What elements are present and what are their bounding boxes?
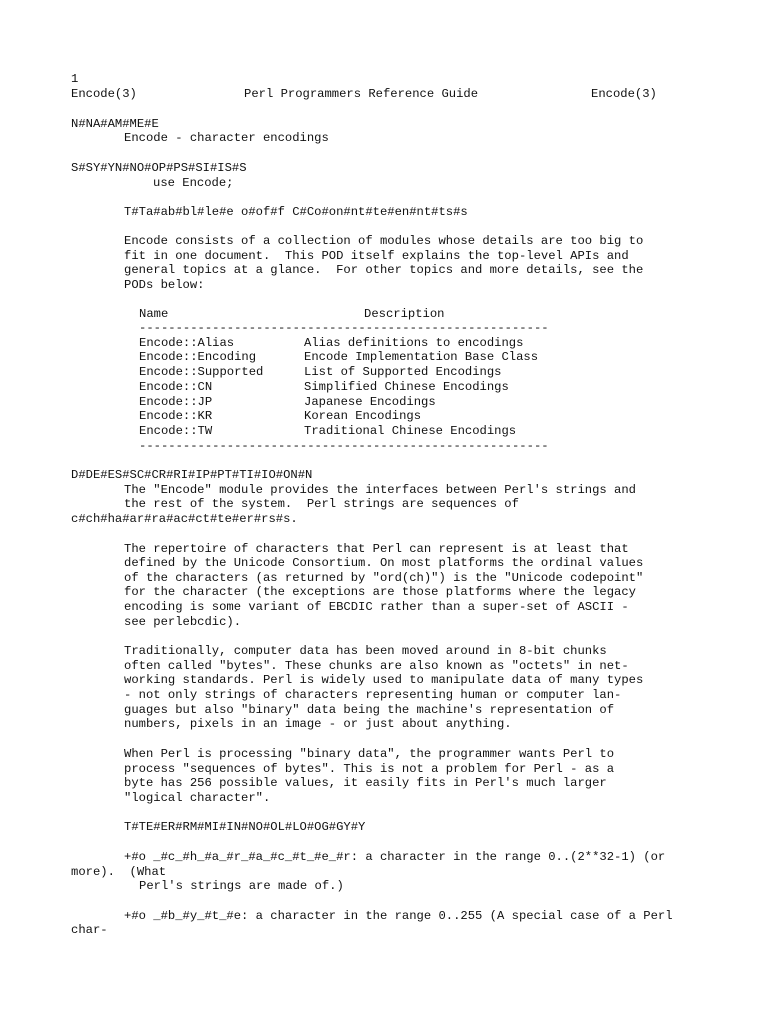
table-row-description: List of Supported Encodings xyxy=(304,365,502,379)
description-paragraph-line: - not only strings of characters representing human or computer lan- xyxy=(124,688,622,702)
synopsis-paragraph-line: PODs below: xyxy=(124,278,205,292)
page-number: 1 xyxy=(71,72,79,86)
description-paragraph-line: the rest of the system. Perl strings are sequences of xyxy=(124,497,519,511)
synopsis-code: use Encode; xyxy=(153,176,234,190)
toc-heading: T#Ta#ab#bl#le#e o#of#f C#Co#on#nt#te#en#nt#ts#s xyxy=(124,205,468,219)
description-paragraph-line: The "Encode" module provides the interfaces between Perl's strings and xyxy=(124,483,636,497)
description-heading: D#DE#ES#SC#CR#RI#IP#PT#TI#IO#ON#N xyxy=(71,468,313,482)
name-text: Encode - character encodings xyxy=(124,131,329,145)
description-paragraph-line: process "sequences of bytes". This is not a problem for Perl - as a xyxy=(124,762,615,776)
synopsis-heading: S#SY#YN#NO#OP#PS#SI#IS#S xyxy=(71,161,247,175)
header-title: Perl Programmers Reference Guide xyxy=(244,87,479,101)
header-right: Encode(3) xyxy=(591,87,657,101)
table-row-name: Encode::KR xyxy=(139,409,213,423)
description-paragraph-line: c#ch#ha#ar#ra#ac#ct#te#er#rs#s. xyxy=(71,512,298,526)
description-paragraph-line: often called "bytes". These chunks are also known as "octets" in net- xyxy=(124,659,629,673)
table-header-name: Name xyxy=(139,307,169,321)
description-paragraph-line: working standards. Perl is widely used to manipulate data of many types xyxy=(124,673,644,687)
description-paragraph-line: Traditionally, computer data has been moved around in 8-bit chunks xyxy=(124,644,607,658)
table-rule-bottom: -------------------------------------------------------- xyxy=(139,439,549,453)
description-paragraph-line: see perlebcdic). xyxy=(124,615,242,629)
table-rule-top: -------------------------------------------------------- xyxy=(139,321,549,335)
terminology-item-line: char- xyxy=(71,923,108,937)
table-row-description: Alias definitions to encodings xyxy=(304,336,524,350)
table-row-name: Encode::TW xyxy=(139,424,213,438)
description-paragraph-line: The repertoire of characters that Perl can represent is at least that xyxy=(124,542,629,556)
table-row-description: Korean Encodings xyxy=(304,409,422,423)
description-paragraph-line: When Perl is processing "binary data", the programmer wants Perl to xyxy=(124,747,615,761)
table-row-name: Encode::Alias xyxy=(139,336,235,350)
description-paragraph-line: numbers, pixels in an image - or just about anything. xyxy=(124,717,512,731)
terminology-heading: T#TE#ER#RM#MI#IN#NO#OL#LO#OG#GY#Y xyxy=(124,820,366,834)
table-row-name: Encode::Supported xyxy=(139,365,264,379)
table-row-description: Simplified Chinese Encodings xyxy=(304,380,509,394)
description-paragraph-line: defined by the Unicode Consortium. On most platforms the ordinal values xyxy=(124,556,644,570)
name-heading: N#NA#AM#ME#E xyxy=(71,117,159,131)
table-row-description: Japanese Encodings xyxy=(304,395,436,409)
description-paragraph-line: of the characters (as returned by "ord(ch)") is the "Unicode codepoint" xyxy=(124,571,644,585)
table-row-description: Encode Implementation Base Class xyxy=(304,350,539,364)
table-header-description: Description xyxy=(364,307,445,321)
synopsis-paragraph-line: Encode consists of a collection of modules whose details are too big to xyxy=(124,234,644,248)
table-row-name: Encode::JP xyxy=(139,395,213,409)
terminology-item-line: more). (What xyxy=(71,865,167,879)
header-left: Encode(3) xyxy=(71,87,137,101)
synopsis-paragraph-line: fit in one document. This POD itself explains the top-level APIs and xyxy=(124,249,629,263)
description-paragraph-line: encoding is some variant of EBCDIC rather than a super-set of ASCII - xyxy=(124,600,629,614)
terminology-item-line: +#o _#c_#h_#a_#r_#a_#c_#t_#e_#r: a character in the range 0..(2**32-1) (or xyxy=(124,850,666,864)
terminology-item-line: Perl's strings are made of.) xyxy=(139,879,344,893)
table-row-name: Encode::Encoding xyxy=(139,350,257,364)
table-row-name: Encode::CN xyxy=(139,380,213,394)
description-paragraph-line: guages but also "binary" data being the machine's representation of xyxy=(124,703,615,717)
description-paragraph-line: for the character (the exceptions are those platforms where the legacy xyxy=(124,585,636,599)
terminology-item-line: +#o _#b_#y_#t_#e: a character in the range 0..255 (A special case of a Perl xyxy=(124,909,673,923)
description-paragraph-line: byte has 256 possible values, it easily fits in Perl's much larger xyxy=(124,776,607,790)
table-row-description: Traditional Chinese Encodings xyxy=(304,424,517,438)
description-paragraph-line: "logical character". xyxy=(124,791,271,805)
synopsis-paragraph-line: general topics at a glance. For other topics and more details, see the xyxy=(124,263,644,277)
